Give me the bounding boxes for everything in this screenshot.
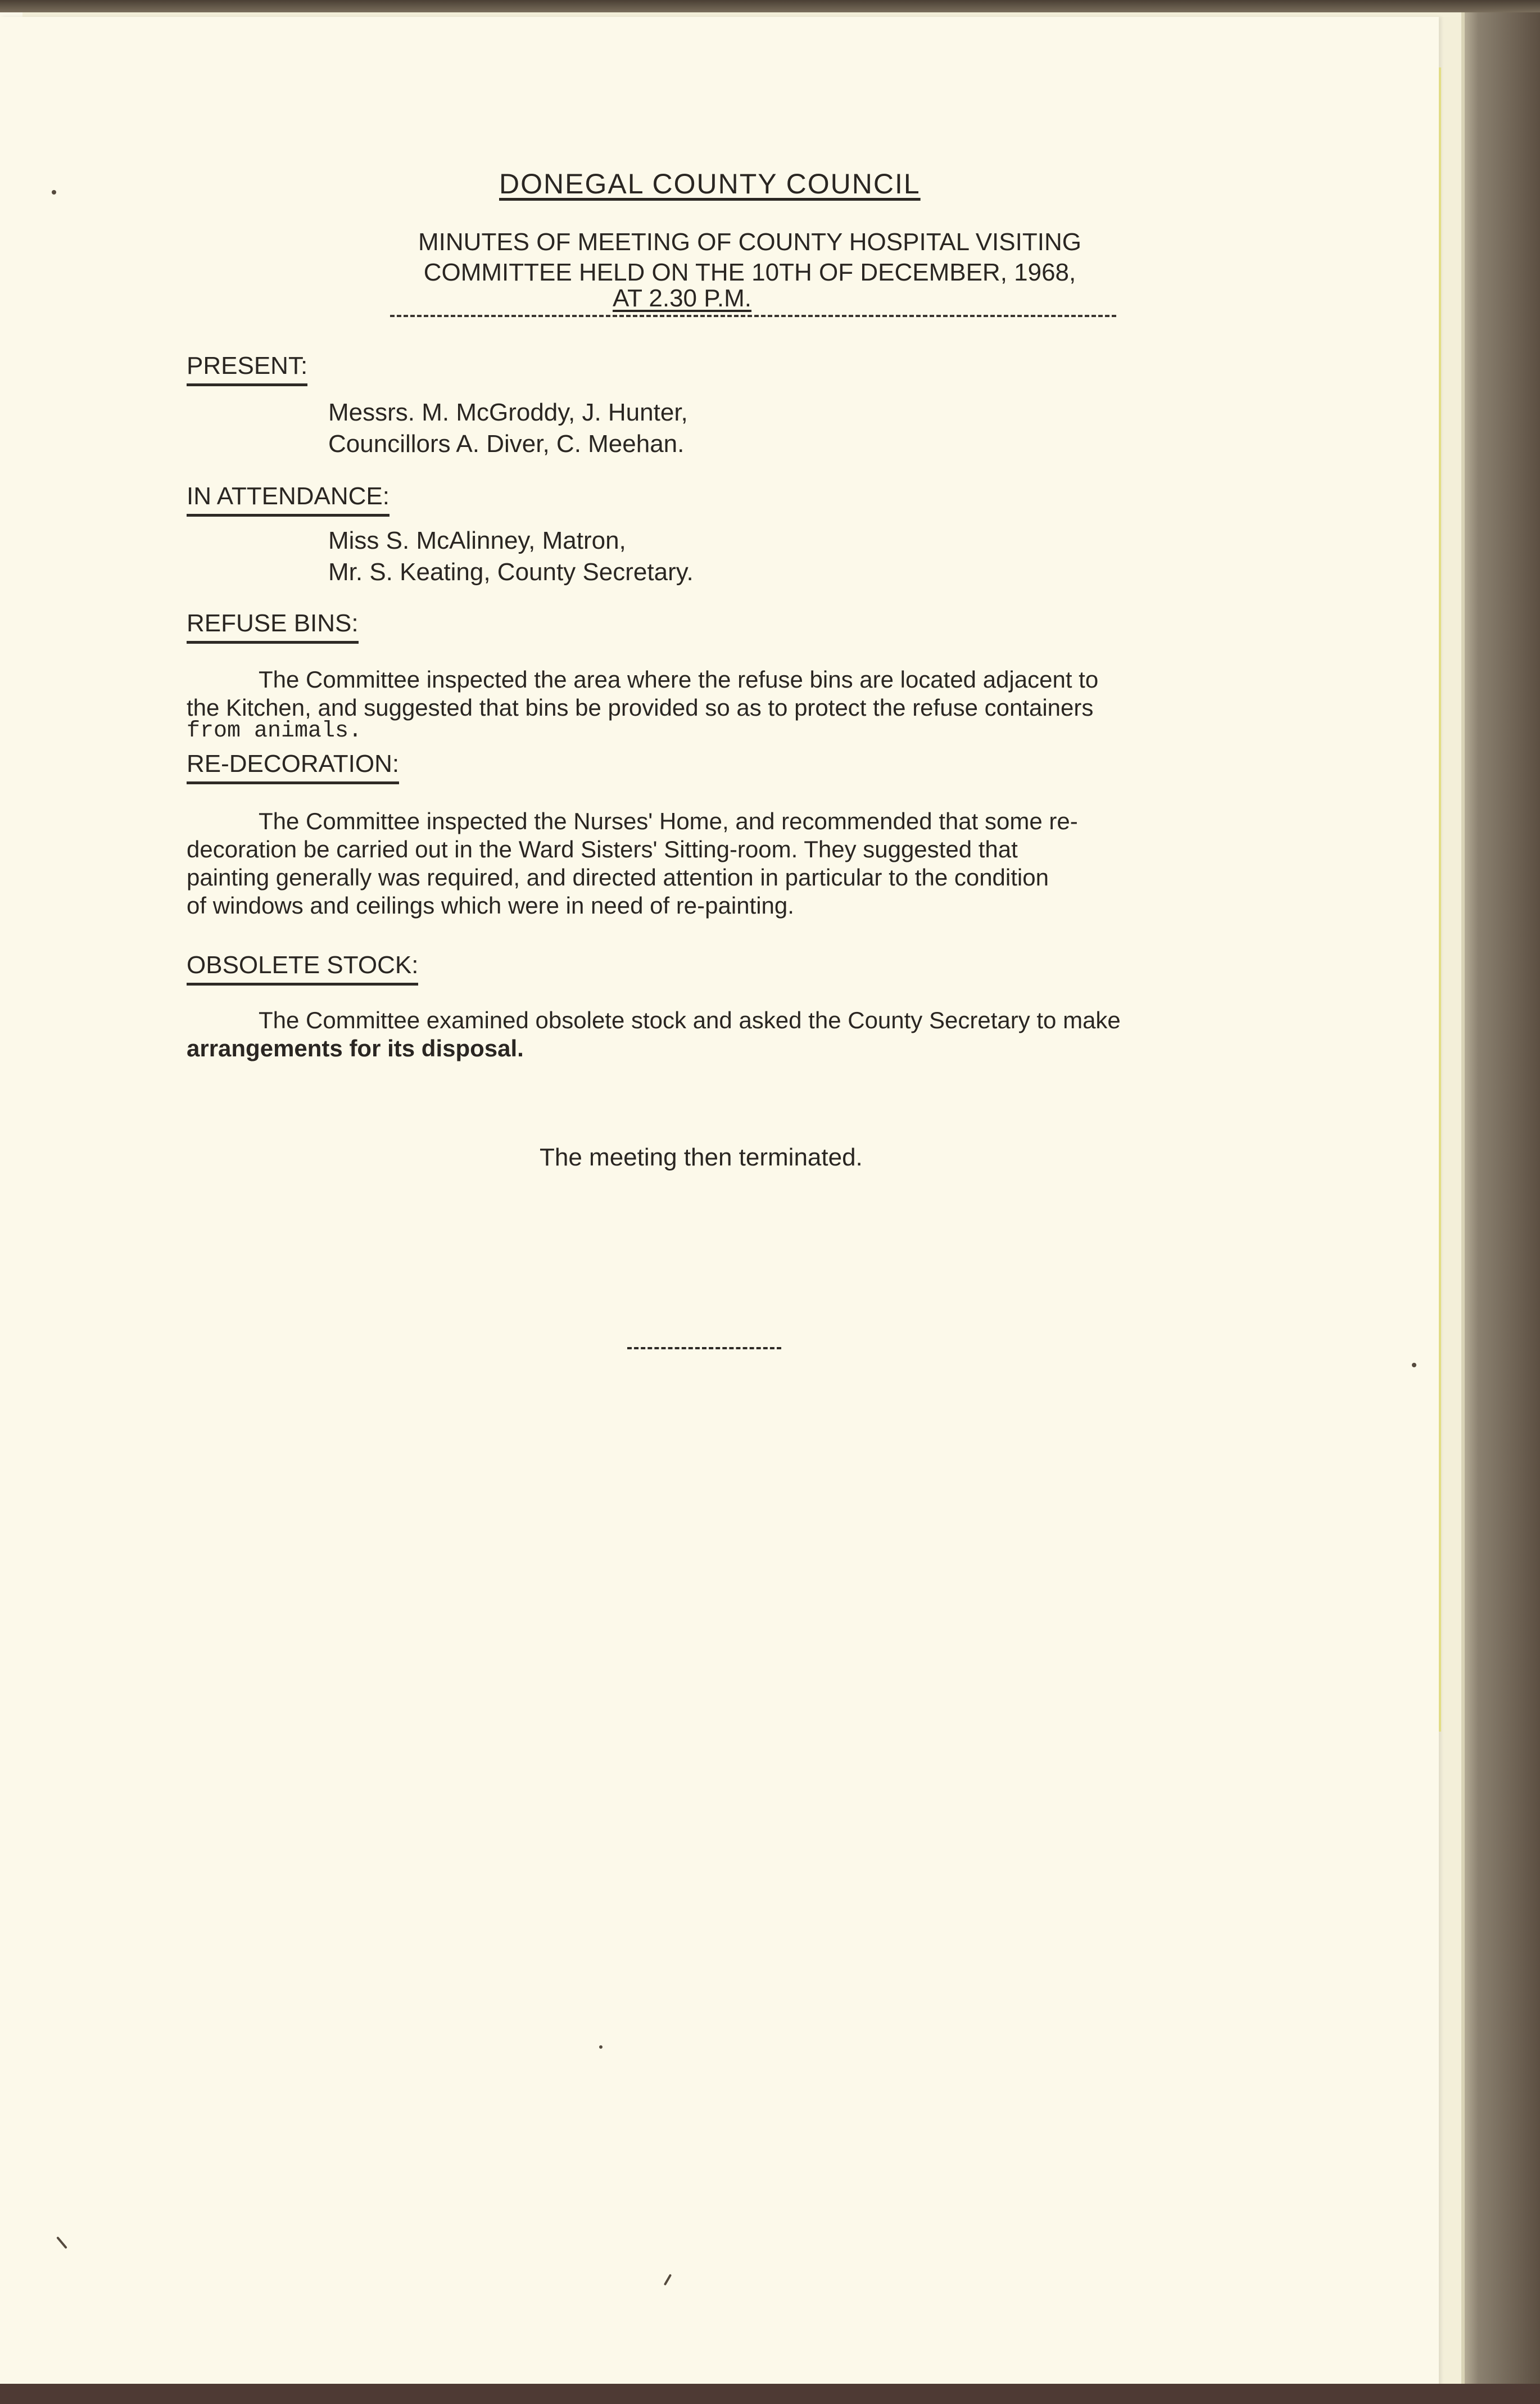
top-edge-shadow: [0, 0, 1540, 12]
redecoration-heading: RE-DECORATION:: [187, 750, 399, 784]
obsolete-stock-heading: OBSOLETE STOCK:: [187, 951, 418, 986]
closing-statement: The meeting then terminated.: [540, 1144, 863, 1171]
obsolete-stock-paragraph: [187, 1006, 1232, 1063]
redecoration-paragraph: [187, 807, 1232, 920]
subtitle-line-2: COMMITTEE HELD ON THE 10TH OF DECEMBER, 1968,: [423, 259, 1076, 286]
present-list: [328, 397, 688, 460]
present-line-2: Councillors A. Diver, C. Meehan.: [328, 430, 685, 458]
redecoration-line-1: The Committee inspected the Nurses' Home, and recommended that some re-: [259, 808, 1078, 834]
meeting-time: AT 2.30 P.M.: [613, 284, 752, 312]
attendance-list: [328, 525, 694, 588]
refuse-bins-paragraph: [187, 666, 1232, 744]
redecoration-line-2: decoration be carried out in the Ward Sisters' Sitting-room. They suggested that: [187, 836, 1018, 862]
bottom-edge-strip: [0, 2384, 1540, 2404]
redecoration-line-4: of windows and ceilings which were in need of re-painting.: [187, 892, 794, 919]
present-line-1: Messrs. M. McGroddy, J. Hunter,: [328, 399, 688, 426]
end-dashed-rule: [627, 1347, 781, 1349]
attendance-heading: IN ATTENDANCE:: [187, 482, 389, 517]
header-dashed-rule: [390, 315, 1116, 317]
refuse-line-3: from animals.: [187, 719, 363, 744]
obsolete-line-1: The Committee examined obsolete stock and asked the County Secretary to make: [259, 1007, 1121, 1033]
scan-speck: [52, 190, 56, 195]
scan-speck: [599, 2045, 603, 2049]
obsolete-line-2: arrangements for its disposal.: [187, 1035, 524, 1061]
redecoration-line-3: painting generally was required, and directed attention in particular to the condition: [187, 864, 1049, 891]
document-title: DONEGAL COUNTY COUNCIL: [499, 168, 921, 200]
attendance-line-1: Miss S. McAlinney, Matron,: [328, 527, 626, 554]
refuse-line-1: The Committee inspected the area where the refuse bins are located adjacent to: [259, 666, 1099, 693]
present-heading: PRESENT:: [187, 352, 307, 386]
attendance-line-2: Mr. S. Keating, County Secretary.: [328, 558, 694, 586]
scan-speck: [1412, 1363, 1416, 1367]
refuse-line-2: the Kitchen, and suggested that bins be provided so as to protect the refuse containers: [187, 694, 1094, 721]
meeting-subtitle: [384, 227, 1115, 288]
refuse-bins-heading: REFUSE BINS:: [187, 609, 359, 644]
subtitle-line-1: MINUTES OF MEETING OF COUNTY HOSPITAL VISITING: [418, 228, 1081, 256]
